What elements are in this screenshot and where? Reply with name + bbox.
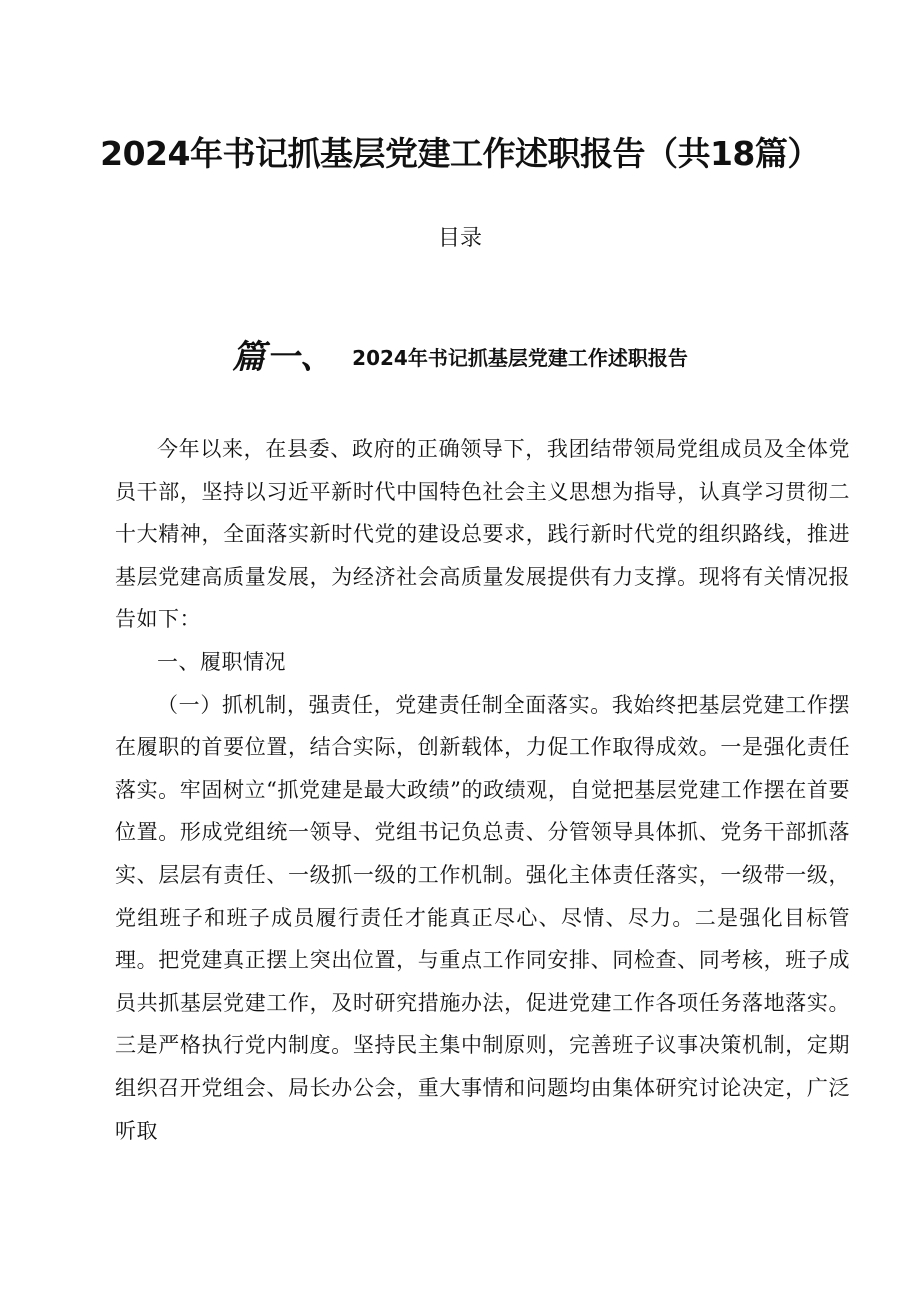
section-paragraph: （一）抓机制，强责任，党建责任制全面落实。我始终把基层党建工作摆在履职的首要位置，结合实际，创新载体，力促工作取得成效。一是强化责任落实。牢固树立“抓党建是最大政绩”的政绩观，自觉把基层党建工作摆在首要位置。形成党组统一领导、党组书记负总责、分管领导具体抓、党务干部抓落实、层层有责任、一级抓一级的工作机制。强化主体责任落实，一级带一级，党组班子和班子成员履行责任才能真正尽心、尽情、尽力。二是强化目标管理。把党建真正摆上突出位置，与重点工作同安排、同检查、同考核，班子成员共抓基层党建工作，及时研究措施办法，促进党建工作各项任务落地落实。三是严格执行党内制度。坚持民主集中制原则，完善班子议事决策机制，定期组织召开党组会、局长办公会，重大事情和问题均由集体研究讨论决定，广泛听取 xyxy=(115,692,850,1143)
document-title: 2024年书记抓基层党建工作述职报告（共18篇） xyxy=(100,134,820,173)
section-heading: 一、履职情况 xyxy=(157,649,286,674)
chapter-title: 2024年书记抓基层党建工作述职报告 xyxy=(352,346,688,370)
report-body xyxy=(115,428,850,1152)
intro-paragraph: 今年以来，在县委、政府的正确领导下，我团结带领局党组成员及全体党员干部，坚持以习近平新时代中国特色社会主义思想为指导，认真学习贯彻二十大精神，全面落实新时代党的建设总要求，践行新时代党的组织路线，推进基层党建高质量发展，为经济社会高质量发展提供有力支撑。现将有关情况报告如下： xyxy=(115,437,850,632)
table-of-contents-label: 目录 xyxy=(437,226,482,251)
chapter-heading xyxy=(0,337,920,378)
chapter-label: 篇一、 xyxy=(232,337,335,376)
